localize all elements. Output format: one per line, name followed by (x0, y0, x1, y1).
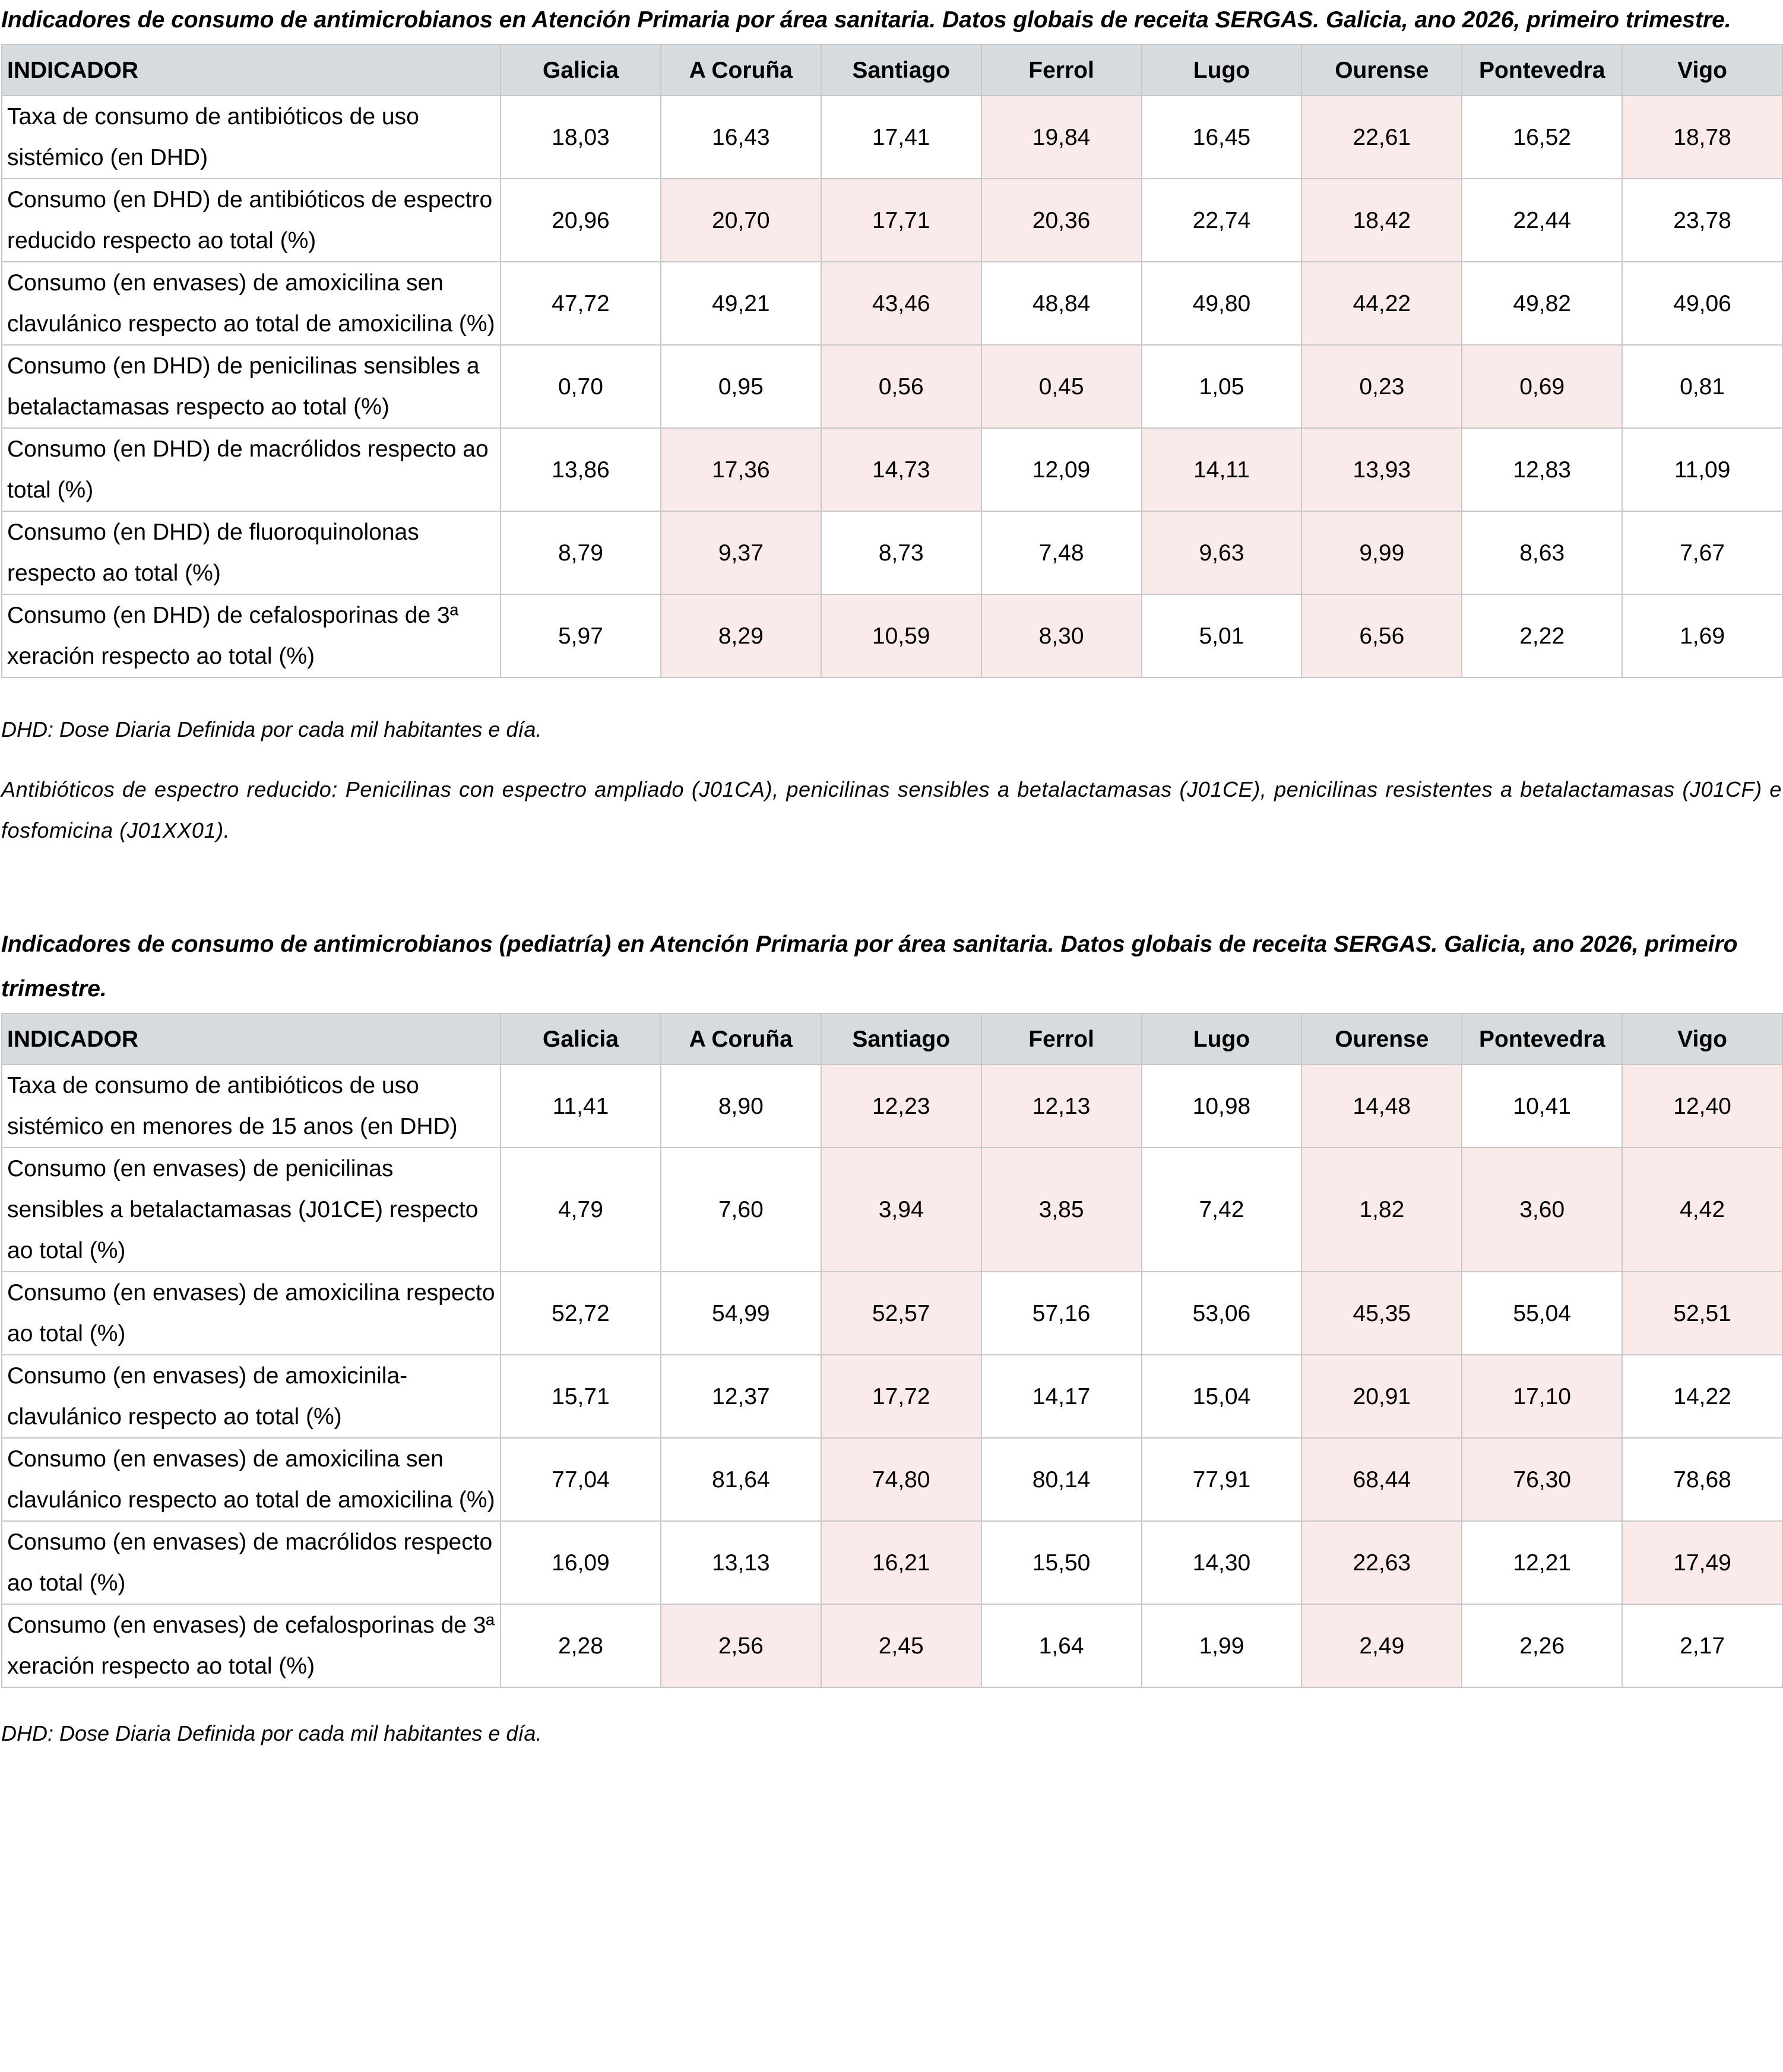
value-cell: 19,84 (981, 96, 1142, 179)
value-cell: 2,56 (661, 1604, 821, 1687)
value-cell: 8,79 (501, 511, 661, 594)
column-header-area: Galicia (501, 1013, 661, 1064)
section2-title: Indicadores de consumo de antimicrobianos (pediatría) en Atención Primaria por área sanitaria. Datos globais de receita SERGAS. Galicia, ano 2026, primeiro trimestre. (1, 932, 1738, 1002)
table-row (2, 262, 1782, 345)
value-cell: 43,46 (821, 262, 981, 345)
column-header-area: Pontevedra (1462, 1013, 1622, 1064)
value-cell: 11,09 (1622, 428, 1782, 511)
table-row (2, 1064, 1782, 1148)
indicator-label: Consumo (en envases) de amoxicinila-clavulánico respecto ao total (%) (2, 1355, 501, 1438)
value-cell: 52,57 (821, 1272, 981, 1355)
value-cell: 1,99 (1142, 1604, 1302, 1687)
value-cell: 8,63 (1462, 511, 1622, 594)
column-header-area: Ferrol (981, 45, 1142, 96)
value-cell: 54,99 (661, 1272, 821, 1355)
value-cell: 0,56 (821, 345, 981, 428)
value-cell: 12,23 (821, 1064, 981, 1148)
indicator-label: Taxa de consumo de antibióticos de uso sistémico (en DHD) (2, 96, 501, 179)
value-cell: 4,79 (501, 1148, 661, 1272)
value-cell: 6,56 (1301, 594, 1462, 677)
column-header-area: A Coruña (661, 1013, 821, 1064)
value-cell: 12,83 (1462, 428, 1622, 511)
value-cell: 10,41 (1462, 1064, 1622, 1148)
value-cell: 13,13 (661, 1521, 821, 1604)
table-header-row (2, 45, 1782, 96)
table-row (2, 594, 1782, 677)
value-cell: 44,22 (1301, 262, 1462, 345)
table-row (2, 1438, 1782, 1521)
value-cell: 16,43 (661, 96, 821, 179)
value-cell: 68,44 (1301, 1438, 1462, 1521)
value-cell: 52,51 (1622, 1272, 1782, 1355)
column-header-area: Ourense (1301, 1013, 1462, 1064)
value-cell: 23,78 (1622, 179, 1782, 262)
column-header-area: Galicia (501, 45, 661, 96)
value-cell: 77,04 (501, 1438, 661, 1521)
value-cell: 47,72 (501, 262, 661, 345)
value-cell: 17,49 (1622, 1521, 1782, 1604)
indicator-label: Consumo (en envases) de amoxicilina sen clavulánico respecto ao total de amoxicilina (%) (2, 1438, 501, 1521)
indicator-label: Consumo (en DHD) de macrólidos respecto ao total (%) (2, 428, 501, 511)
indicator-label: Taxa de consumo de antibióticos de uso sistémico en menores de 15 anos (en DHD) (2, 1064, 501, 1148)
value-cell: 14,22 (1622, 1355, 1782, 1438)
value-cell: 8,29 (661, 594, 821, 677)
value-cell: 14,17 (981, 1355, 1142, 1438)
column-header-area: Lugo (1142, 1013, 1302, 1064)
value-cell: 16,09 (501, 1521, 661, 1604)
value-cell: 20,70 (661, 179, 821, 262)
value-cell: 48,84 (981, 262, 1142, 345)
value-cell: 2,26 (1462, 1604, 1622, 1687)
value-cell: 22,63 (1301, 1521, 1462, 1604)
value-cell: 17,41 (821, 96, 981, 179)
value-cell: 49,21 (661, 262, 821, 345)
value-cell: 55,04 (1462, 1272, 1622, 1355)
value-cell: 0,23 (1301, 345, 1462, 428)
value-cell: 22,61 (1301, 96, 1462, 179)
value-cell: 18,42 (1301, 179, 1462, 262)
column-header-area: Lugo (1142, 45, 1302, 96)
value-cell: 1,64 (981, 1604, 1142, 1687)
value-cell: 12,13 (981, 1064, 1142, 1148)
value-cell: 20,36 (981, 179, 1142, 262)
value-cell: 20,91 (1301, 1355, 1462, 1438)
value-cell: 52,72 (501, 1272, 661, 1355)
value-cell: 7,42 (1142, 1148, 1302, 1272)
indicator-label: Consumo (en DHD) de penicilinas sensibles a betalactamasas respecto ao total (%) (2, 345, 501, 428)
value-cell: 13,93 (1301, 428, 1462, 511)
column-header-area: Santiago (821, 1013, 981, 1064)
value-cell: 9,63 (1142, 511, 1302, 594)
value-cell: 0,95 (661, 345, 821, 428)
table-row (2, 1272, 1782, 1355)
value-cell: 2,28 (501, 1604, 661, 1687)
column-header-indicador: INDICADOR (2, 1013, 501, 1064)
value-cell: 2,45 (821, 1604, 981, 1687)
table-row (2, 511, 1782, 594)
value-cell: 12,09 (981, 428, 1142, 511)
value-cell: 81,64 (661, 1438, 821, 1521)
indicator-label: Consumo (en DHD) de cefalosporinas de 3ª xeración respecto ao total (%) (2, 594, 501, 677)
value-cell: 74,80 (821, 1438, 981, 1521)
indicator-label: Consumo (en envases) de cefalosporinas de 3ª xeración respecto ao total (%) (2, 1604, 501, 1687)
section1-note-espectro: Antibióticos de espectro reducido: Penicilinas con espectro ampliado (J01CA), penicilinas sensibles a betalactamasas (J01CE), penicilinas resistentes a betalactamasas (J01CF) e fosfomicina (J01XX01). (1, 777, 1782, 842)
value-cell: 49,80 (1142, 262, 1302, 345)
column-header-area: Vigo (1622, 1013, 1782, 1064)
value-cell: 18,03 (501, 96, 661, 179)
column-header-area: Ourense (1301, 45, 1462, 96)
section2-table (1, 1013, 1783, 1688)
value-cell: 0,70 (501, 345, 661, 428)
value-cell: 17,36 (661, 428, 821, 511)
section1-title: Indicadores de consumo de antimicrobianos en Atención Primaria por área sanitaria. Datos globais de receita SERGAS. Galicia, ano 2026, primeiro trimestre. (1, 7, 1731, 33)
value-cell: 11,41 (501, 1064, 661, 1148)
value-cell: 0,81 (1622, 345, 1782, 428)
value-cell: 49,82 (1462, 262, 1622, 345)
document-page (1, 0, 1782, 1754)
value-cell: 77,91 (1142, 1438, 1302, 1521)
table-row (2, 345, 1782, 428)
value-cell: 8,30 (981, 594, 1142, 677)
indicator-label: Consumo (en envases) de amoxicilina sen clavulánico respecto ao total de amoxicilina (%) (2, 262, 501, 345)
value-cell: 14,30 (1142, 1521, 1302, 1604)
section1-table (1, 44, 1783, 678)
indicator-label: Consumo (en DHD) de fluoroquinolonas respecto ao total (%) (2, 511, 501, 594)
value-cell: 16,21 (821, 1521, 981, 1604)
table-row (2, 1521, 1782, 1604)
value-cell: 22,74 (1142, 179, 1302, 262)
indicator-label: Consumo (en DHD) de antibióticos de espectro reducido respecto ao total (%) (2, 179, 501, 262)
value-cell: 0,69 (1462, 345, 1622, 428)
value-cell: 14,11 (1142, 428, 1302, 511)
indicator-label: Consumo (en envases) de amoxicilina respecto ao total (%) (2, 1272, 501, 1355)
value-cell: 7,60 (661, 1148, 821, 1272)
value-cell: 16,52 (1462, 96, 1622, 179)
table-row (2, 428, 1782, 511)
value-cell: 17,72 (821, 1355, 981, 1438)
value-cell: 1,05 (1142, 345, 1302, 428)
section1-note-dhd: DHD: Dose Diaria Definida por cada mil habitantes e día. (1, 717, 542, 742)
value-cell: 14,73 (821, 428, 981, 511)
value-cell: 80,14 (981, 1438, 1142, 1521)
table-row (2, 1604, 1782, 1687)
value-cell: 3,85 (981, 1148, 1142, 1272)
value-cell: 13,86 (501, 428, 661, 511)
value-cell: 1,69 (1622, 594, 1782, 677)
value-cell: 45,35 (1301, 1272, 1462, 1355)
value-cell: 7,48 (981, 511, 1142, 594)
value-cell: 5,97 (501, 594, 661, 677)
table-row (2, 96, 1782, 179)
value-cell: 49,06 (1622, 262, 1782, 345)
indicator-label: Consumo (en envases) de macrólidos respecto ao total (%) (2, 1521, 501, 1604)
value-cell: 10,59 (821, 594, 981, 677)
value-cell: 1,82 (1301, 1148, 1462, 1272)
column-header-area: Vigo (1622, 45, 1782, 96)
column-header-area: A Coruña (661, 45, 821, 96)
column-header-indicador: INDICADOR (2, 45, 501, 96)
value-cell: 2,17 (1622, 1604, 1782, 1687)
value-cell: 16,45 (1142, 96, 1302, 179)
value-cell: 22,44 (1462, 179, 1622, 262)
section2-note-dhd: DHD: Dose Diaria Definida por cada mil habitantes e día. (1, 1721, 542, 1745)
value-cell: 2,22 (1462, 594, 1622, 677)
value-cell: 78,68 (1622, 1438, 1782, 1521)
value-cell: 3,94 (821, 1148, 981, 1272)
value-cell: 20,96 (501, 179, 661, 262)
value-cell: 8,90 (661, 1064, 821, 1148)
value-cell: 12,37 (661, 1355, 821, 1438)
column-header-area: Ferrol (981, 1013, 1142, 1064)
value-cell: 76,30 (1462, 1438, 1622, 1521)
value-cell: 15,50 (981, 1521, 1142, 1604)
value-cell: 17,10 (1462, 1355, 1622, 1438)
value-cell: 15,04 (1142, 1355, 1302, 1438)
column-header-area: Pontevedra (1462, 45, 1622, 96)
value-cell: 53,06 (1142, 1272, 1302, 1355)
value-cell: 17,71 (821, 179, 981, 262)
table-row (2, 179, 1782, 262)
value-cell: 57,16 (981, 1272, 1142, 1355)
value-cell: 14,48 (1301, 1064, 1462, 1148)
value-cell: 9,99 (1301, 511, 1462, 594)
value-cell: 3,60 (1462, 1148, 1622, 1272)
value-cell: 10,98 (1142, 1064, 1302, 1148)
value-cell: 9,37 (661, 511, 821, 594)
indicator-label: Consumo (en envases) de penicilinas sensibles a betalactamasas (J01CE) respecto ao total (%) (2, 1148, 501, 1272)
value-cell: 7,67 (1622, 511, 1782, 594)
value-cell: 5,01 (1142, 594, 1302, 677)
value-cell: 0,45 (981, 345, 1142, 428)
table-row (2, 1355, 1782, 1438)
table-header-row (2, 1013, 1782, 1064)
column-header-area: Santiago (821, 45, 981, 96)
value-cell: 12,40 (1622, 1064, 1782, 1148)
value-cell: 18,78 (1622, 96, 1782, 179)
value-cell: 8,73 (821, 511, 981, 594)
value-cell: 2,49 (1301, 1604, 1462, 1687)
value-cell: 12,21 (1462, 1521, 1622, 1604)
table-row (2, 1148, 1782, 1272)
value-cell: 4,42 (1622, 1148, 1782, 1272)
value-cell: 15,71 (501, 1355, 661, 1438)
